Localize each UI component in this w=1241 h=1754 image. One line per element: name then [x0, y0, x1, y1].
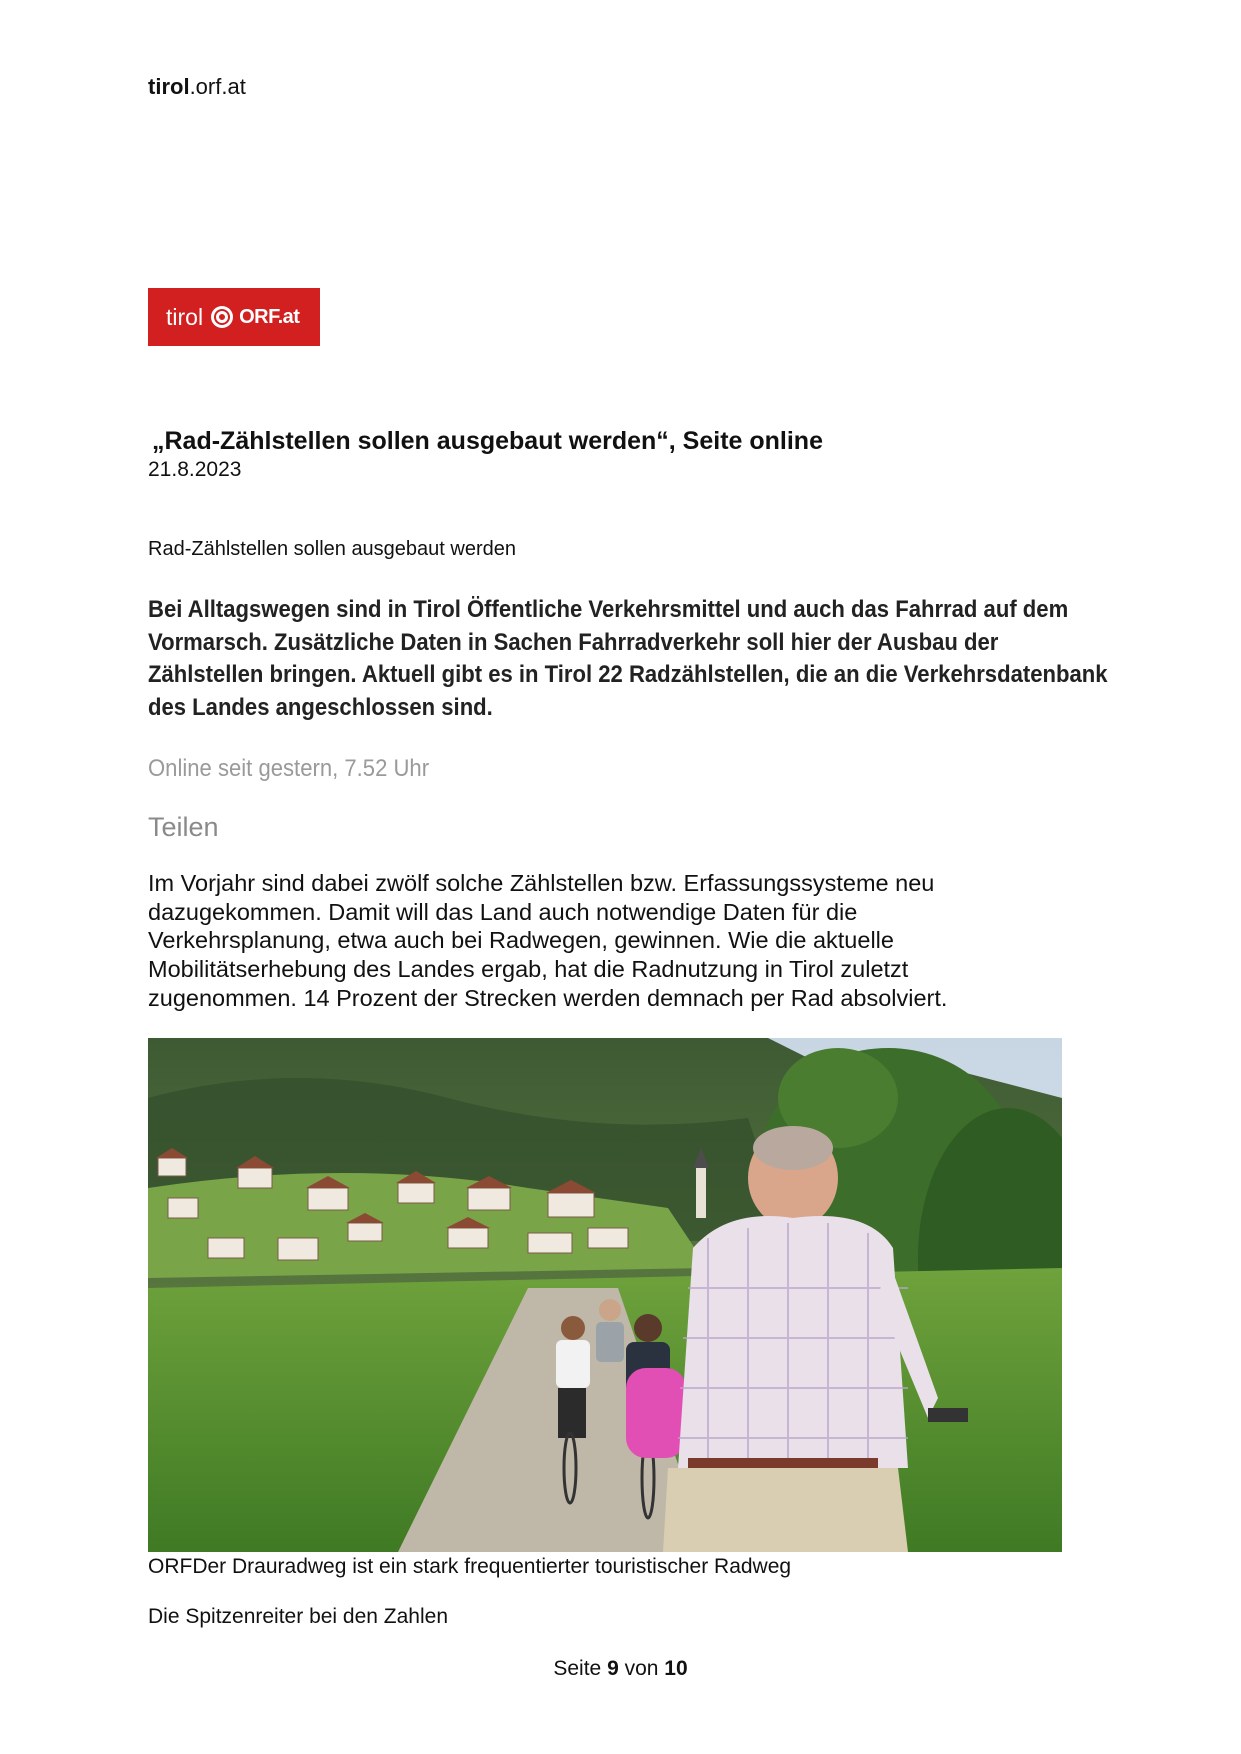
logo-brand: ORF.at — [239, 305, 300, 328]
page-footer — [0, 1657, 1241, 1681]
site-header-bold: tirol — [148, 74, 190, 99]
article-lead: Bei Alltagswegen sind in Tirol Öffentliche Verkehrsmittel und auch das Fahrrad auf dem Vormarsch. Zusätzliche Daten in Sachen Fahrradverkehr soll hier der Ausbau der Zählstellen bringen. Aktuell gibt es in Tirol 22 Radzählstellen, die an die Verkehrsdatenbank des Landes angeschlossen sind. — [148, 596, 1108, 721]
site-header-rest: .orf.at — [189, 74, 246, 99]
article-body: Im Vorjahr sind dabei zwölf solche Zählstellen bzw. Erfassungssysteme neu dazugekommen. Damit will das Land auch notwendige Daten für die Verkehrsplanung, etwa auch bei Radwegen, gewinnen. Wie die aktuelle Mobilitätserhebung des Landes ergab, hat die Radnutzung in Tirol zuletzt zugenommen. 14 Prozent der Strecken werden demnach per Rad absolviert. — [148, 870, 948, 1011]
footer-middle: von — [624, 1657, 659, 1680]
online-timestamp: Online seit gestern, 7.52 Uhr — [148, 755, 430, 782]
logo-word: tirol — [166, 303, 204, 330]
footer-total: 10 — [664, 1657, 688, 1680]
orf-eye-icon — [211, 306, 233, 328]
article-subhead: Rad-Zählstellen sollen ausgebaut werden — [148, 538, 517, 560]
footer-page: 9 — [607, 1657, 619, 1680]
article-title: „Rad-Zählstellen sollen ausgebaut werden“, Seite online — [152, 427, 823, 455]
site-header — [148, 74, 246, 100]
article-date: 21.8.2023 — [148, 458, 242, 481]
share-link[interactable]: Teilen — [148, 812, 219, 842]
photo-caption: ORFDer Drauradweg ist ein stark frequentierter touristischer Radweg — [148, 1555, 792, 1578]
footer-prefix: Seite — [553, 1657, 602, 1680]
article-photo — [148, 1038, 1062, 1552]
orf-logo — [148, 288, 320, 346]
section-heading: Die Spitzenreiter bei den Zahlen — [148, 1605, 449, 1628]
